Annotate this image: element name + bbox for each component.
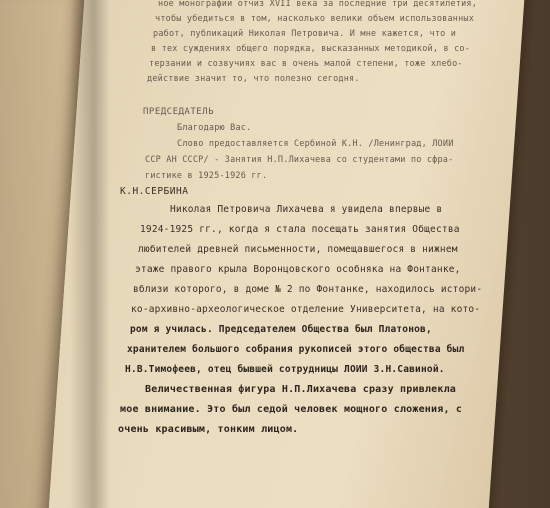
text-line: хранителем большого собрания рукописей этого общества был <box>127 344 465 355</box>
text-line: Благодарю Вас. <box>177 123 252 133</box>
text-line: очень красивым, тонким лицом. <box>118 424 299 435</box>
text-line: ССР АН СССР/ - Занятия Н.П.Лихачева со студентами по сфра- <box>145 155 454 165</box>
text-line: Слово предоставляется Сербиной К.Н. /Ленинград, ЛОИИ <box>177 139 454 149</box>
text-line: действие значит то, что полезно сегодня. <box>147 74 360 84</box>
text-line: чтобы убедиться в том, насколько велики объем использованных <box>155 14 475 24</box>
text-line: работ, публикаций Николая Петровича. И мне кажется, что и <box>153 29 457 39</box>
text-line: ное монографии отчиз XVII века за последние три десятилетия, <box>158 0 478 9</box>
text-line: Н.В.Тимофеев, отец бывшей сотрудницы ЛОИИ З.Н.Савиной. <box>125 364 445 375</box>
text-line: ко-архивно-археологическое отделение Университета, на кото- <box>131 304 481 315</box>
chair-label: ПРЕДСЕДАТЕЛЬ <box>143 107 215 117</box>
speaker-label: К.Н.СЕРБИНА <box>120 186 189 197</box>
text-line: Николая Петровича Лихачева я увидела впервые в <box>170 204 443 215</box>
text-line: в тех суждениях общего порядка, высказанных методикой, в со- <box>151 44 471 54</box>
text-line: мое внимание. Это был седой человек мощного сложения, с <box>120 404 463 415</box>
text-line: Величественная фигура Н.П.Лихачева сразу привлекла <box>145 384 457 395</box>
text-line: терзании и созвучиях вас в очень малой степени, тоже хлебо- <box>149 59 463 69</box>
text-line: любителей древней письменности, помещавшегося в нижнем <box>138 244 458 255</box>
text-line: ром я училась. Председателем Общества был Платонов, <box>130 324 432 335</box>
text-line: вблизи которого, в доме № 2 по Фонтанке, находилось истори- <box>133 284 483 295</box>
text-line: гистике в 1925-1926 гг. <box>145 171 268 181</box>
text-line: 1924-1925 гг., когда я стала посещать занятия Общества <box>140 224 460 235</box>
text-line: этаже правого крыла Воронцовского особняка на Фонтанке, <box>135 264 461 275</box>
